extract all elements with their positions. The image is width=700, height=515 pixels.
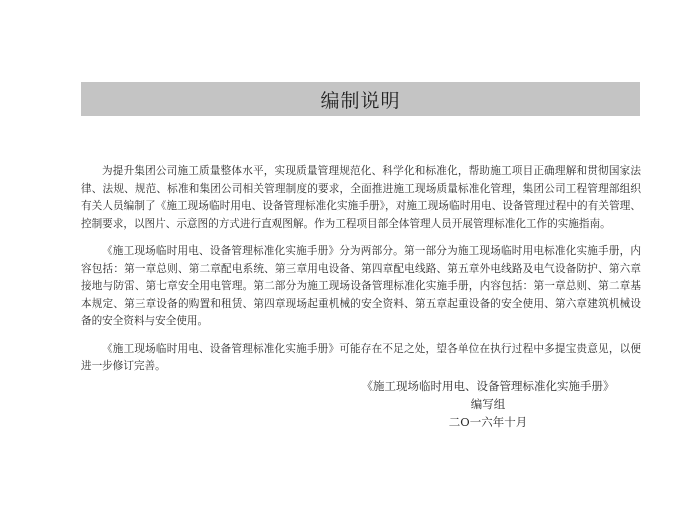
signature-date: 二О一六年十月 bbox=[448, 415, 528, 429]
signature-group: 编写组 bbox=[470, 397, 506, 411]
page-title: 编制说明 bbox=[320, 89, 401, 112]
signature-book-title: 《施工现场临时用电、设备管理标准化实施手册》 bbox=[361, 379, 615, 393]
paragraph-contents: 《施工现场临时用电、设备管理标准化实施手册》分为两部分。第一部分为施工现场临时用电标准化实施手册，内容包括：第一章总则、第二章配电系统、第三章用电设备、第四章配电线路、第五章外电线路及电气设备防护、第六章接地与防雷、第七章安全用电管理。第二部分为施工现场设备管理标准化实施手册，内容包括：第一章总则、第二章基本规定、第三章设备的购置和租赁、第四章现场起重机械的安全资料、第五章起重设备的安全使用、第六章建筑机械设备的安全资料与安全使用。 bbox=[81, 245, 641, 327]
title-banner bbox=[81, 82, 640, 116]
signature-block bbox=[336, 377, 640, 431]
document-body bbox=[81, 163, 641, 386]
paragraph-feedback: 《施工现场临时用电、设备管理标准化实施手册》可能存在不足之处，望各单位在执行过程中多提宝贵意见，以便进一步修订完善。 bbox=[81, 342, 641, 372]
paragraph-intro: 为提升集团公司施工质量整体水平，实现质量管理规范化、科学化和标准化，帮助施工项目正确理解和贯彻国家法律、法规、规范、标准和集团公司相关管理制度的要求，全面推进施工现场质量标准化管理，集团公司工程管理部组织有关人员编制了《施工现场临时用电、设备管理标准化实施手册》，对施工现场临时用电、设备管理过程中的有关管理、控制要求，以图片、示意图的方式进行直观图解。作为工程项目部全体管理人员开展管理标准化工作的实施指南。 bbox=[81, 165, 641, 230]
